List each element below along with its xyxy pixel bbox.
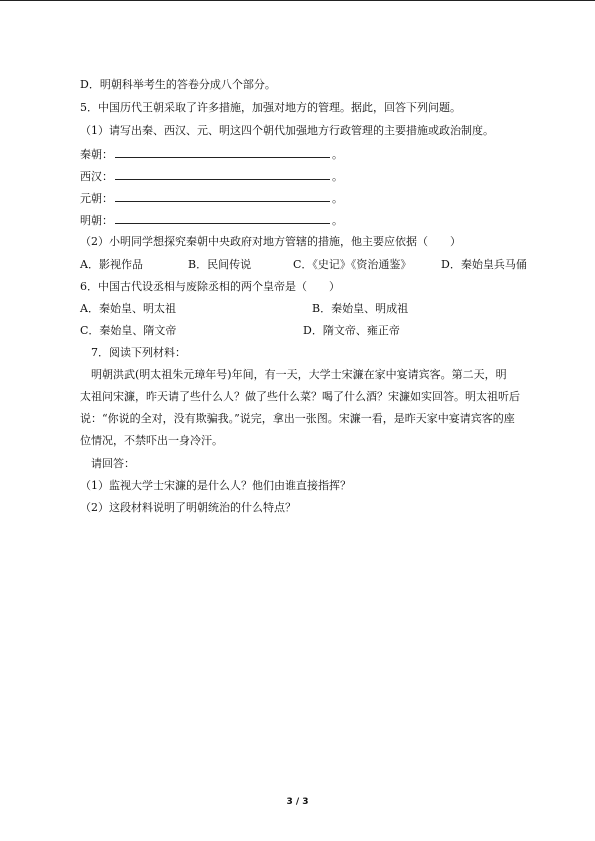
header-rule bbox=[0, 0, 595, 1]
q7-sub2: （2）这段材料说明了明朝统治的什么特点？ bbox=[80, 501, 296, 514]
page-number: 3 / 3 bbox=[286, 797, 309, 807]
q6-option-d: D．隋文帝、雍正帝 bbox=[303, 324, 400, 337]
q7-material-line: 明朝洪武(明太祖朱元璋年号)年间，有一天，大学士宋濂在家中宴请宾客。第二天，明 bbox=[91, 368, 507, 381]
q5-option-b: B．民间传说 bbox=[188, 258, 252, 271]
q5-option-c: C．《史记》《资治通鉴》 bbox=[293, 258, 412, 271]
answer-line bbox=[115, 190, 330, 202]
answer-line bbox=[115, 212, 330, 224]
q7-material-line: 位情况，不禁吓出一身冷汗。 bbox=[80, 434, 223, 447]
q6-option-c: C．秦始皇、隋文帝 bbox=[80, 324, 177, 337]
q6-option-b: B．秦始皇、明成祖 bbox=[312, 302, 409, 315]
answer-line bbox=[115, 168, 330, 180]
q5-sub2: （2）小明同学想探究秦朝中央政府对地方管辖的措施，他主要应依据（ ） bbox=[80, 235, 461, 248]
q7-material-line: 说：“你说的全对，没有欺骗我。”说完，拿出一张图。宋濂一看，是昨天家中宴请宾客的座 bbox=[80, 412, 515, 425]
q6-stem: 6．中国古代设丞相与废除丞相的两个皇帝是（ ） bbox=[80, 280, 340, 293]
q4-option-d: D．明朝科举考生的答卷分成八个部分。 bbox=[80, 78, 276, 91]
q5-blank-ming: 明朝： 。 bbox=[80, 214, 343, 227]
q5-stem: 5．中国历代王朝采取了许多措施，加强对地方的管理。据此，回答下列问题。 bbox=[80, 101, 461, 114]
q5-blank-yuan: 元朝： 。 bbox=[80, 192, 343, 205]
q5-blank-qin: 秦朝： 。 bbox=[80, 148, 343, 161]
q5-blank-xihan: 西汉： 。 bbox=[80, 170, 343, 183]
q6-option-a: A．秦始皇、明太祖 bbox=[80, 302, 176, 315]
blank-label: 元朝： bbox=[80, 192, 113, 205]
q7-material-line: 太祖问宋濂，昨天请了些什么人？做了些什么菜？喝了什么酒？宋濂如实回答。明太祖听后 bbox=[80, 390, 520, 403]
q7-stem: 7．阅读下列材料： bbox=[91, 346, 186, 359]
q5-option-a: A．影视作品 bbox=[80, 258, 143, 271]
q5-option-d: D．秦始皇兵马俑 bbox=[441, 258, 527, 271]
blank-label: 西汉： bbox=[80, 170, 113, 183]
answer-line bbox=[115, 146, 330, 158]
q5-sub1: （1）请写出秦、西汉、元、明这四个朝代加强地方行政管理的主要措施或政治制度。 bbox=[80, 124, 494, 137]
q7-sub1: （1）监视大学士宋濂的是什么人？他们由谁直接指挥？ bbox=[80, 479, 351, 492]
blank-label: 秦朝： bbox=[80, 148, 113, 161]
blank-label: 明朝： bbox=[80, 214, 113, 227]
q7-prompt: 请回答： bbox=[91, 457, 135, 470]
